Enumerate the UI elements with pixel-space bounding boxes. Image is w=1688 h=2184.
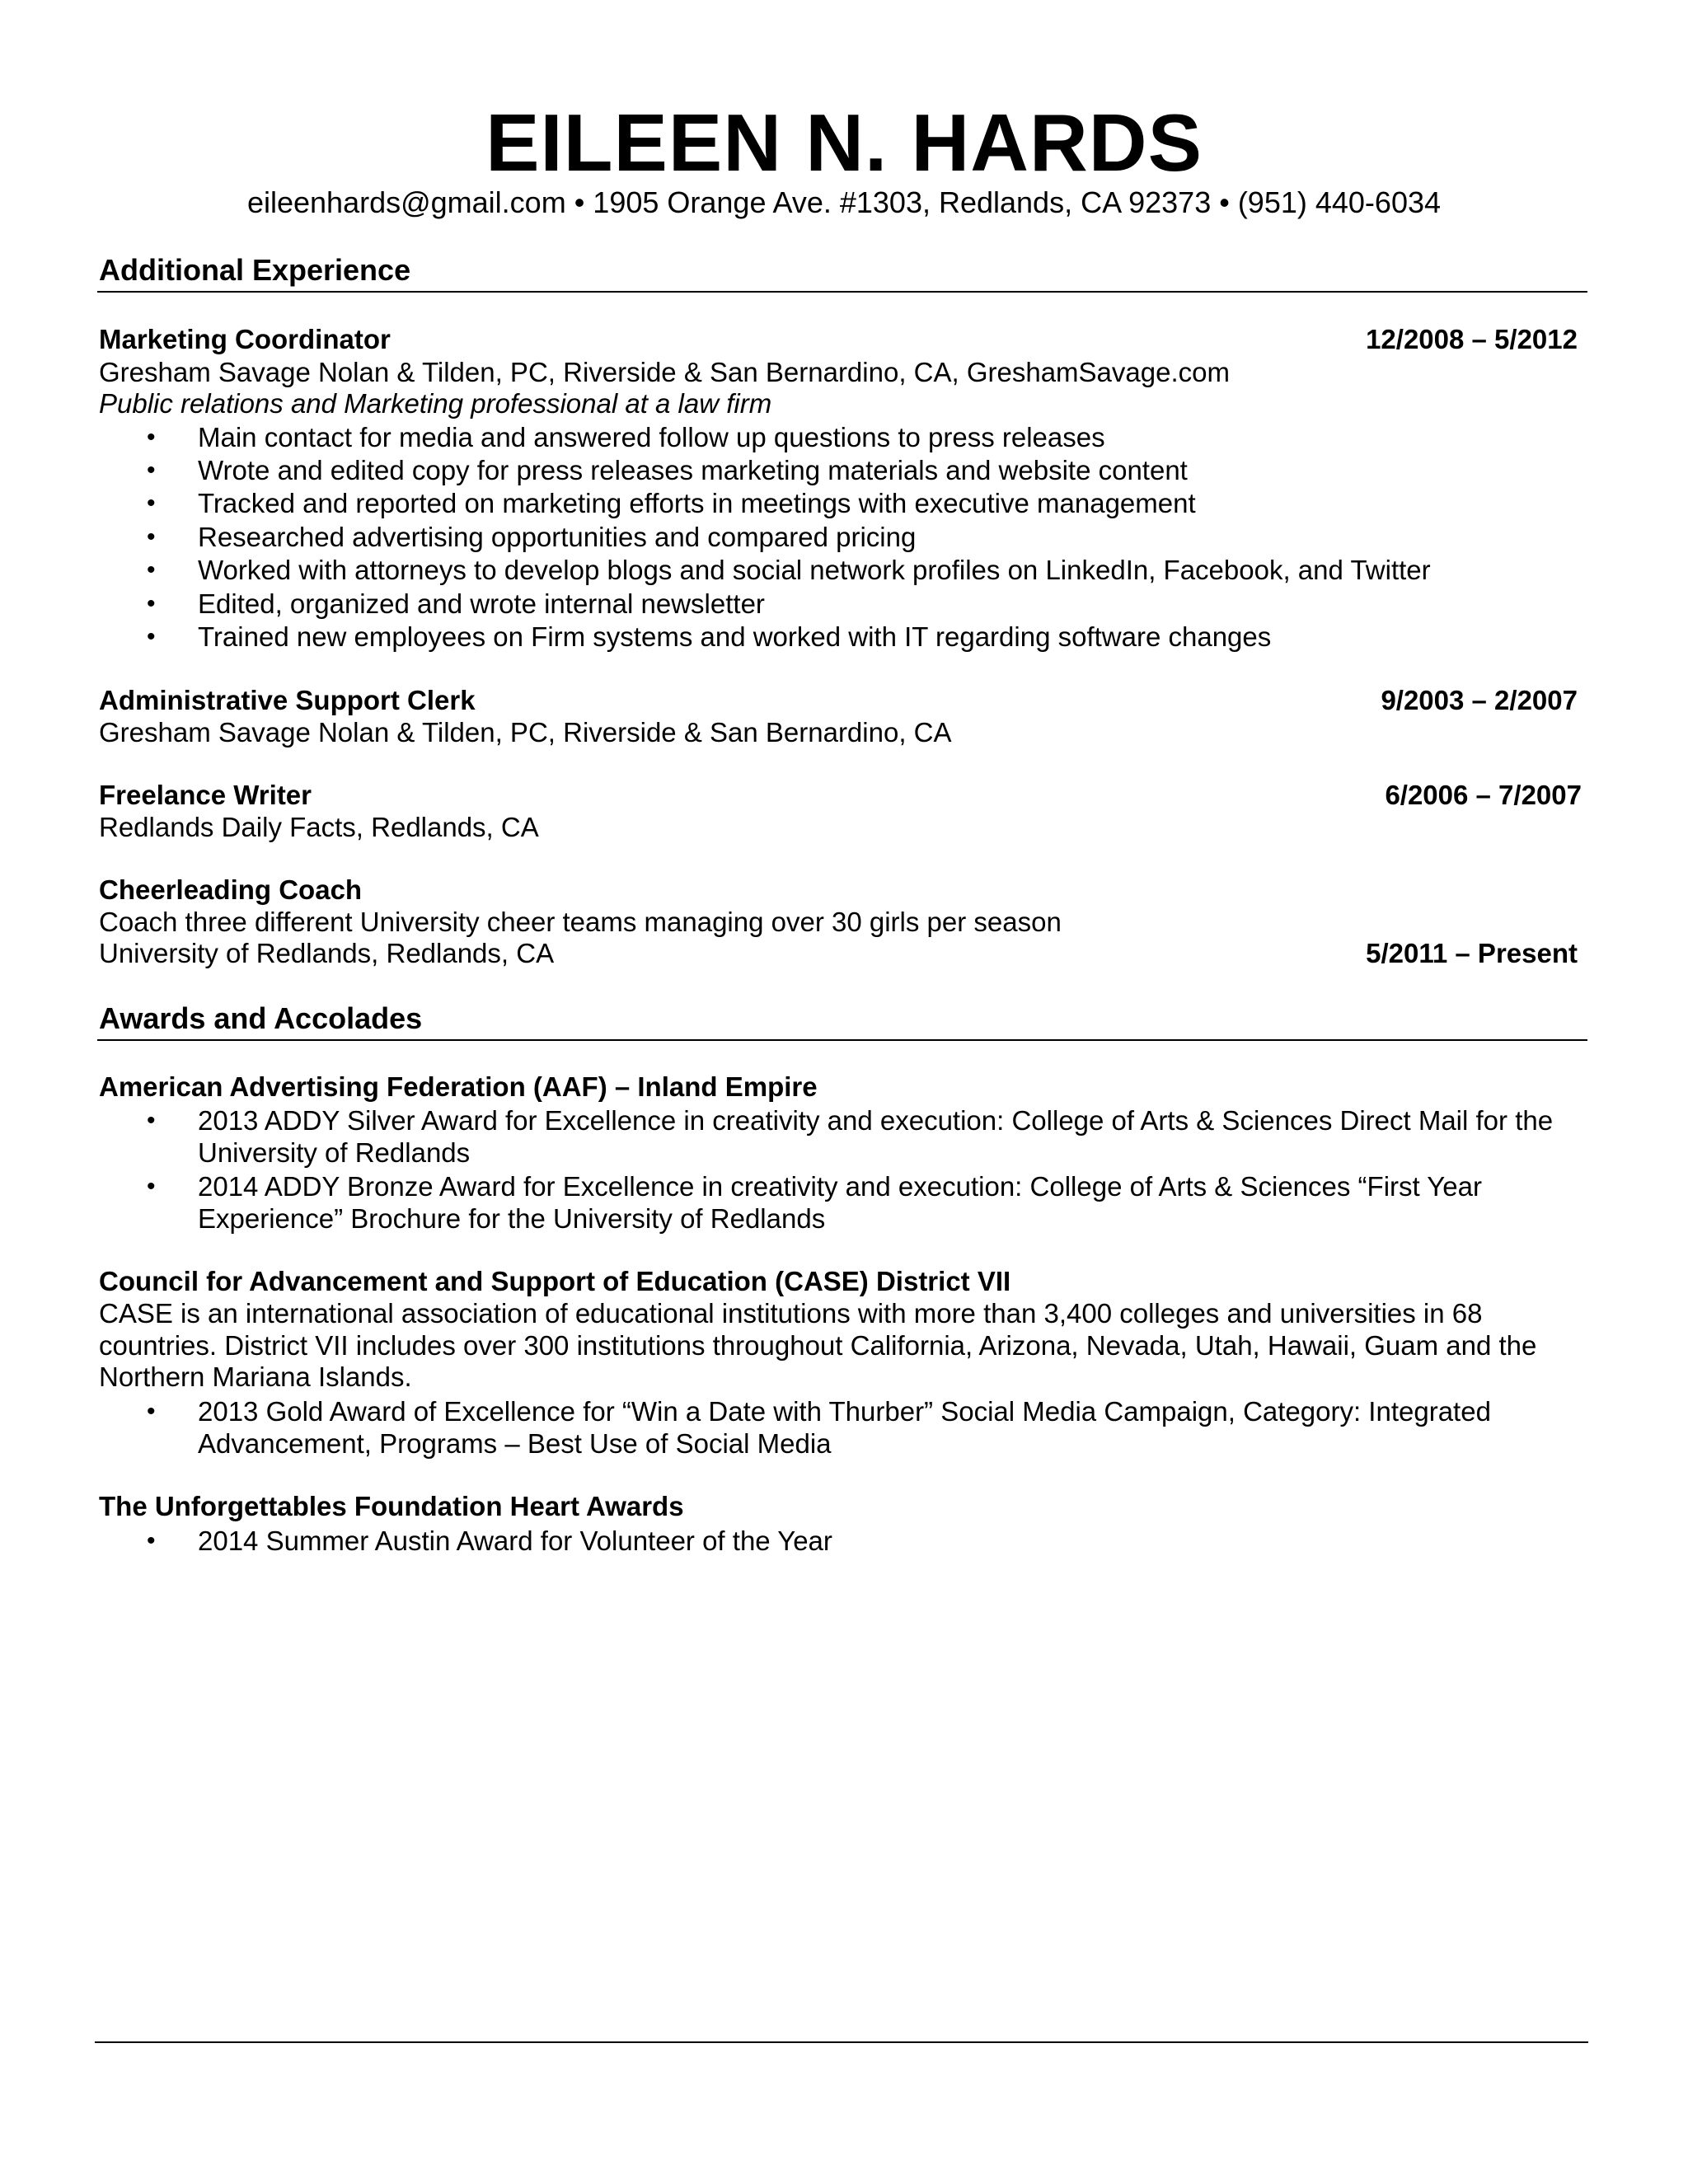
bullet-icon: • [147,424,156,451]
bullet-icon: • [147,1107,156,1134]
bullet-icon: • [147,457,156,484]
list-item: Wrote and edited copy for press releases marketing materials and website content [198,455,1188,485]
job-dates: 9/2003 – 2/2007 [1381,685,1578,715]
contact-line: eileenhards@gmail.com • 1905 Orange Ave. #1303, Redlands, CA 92373 • (951) 440-6034 [246,185,1442,219]
list-item-continuation: Advancement, Programs – Best Use of Social Media [198,1428,832,1459]
job-title: Administrative Support Clerk [99,685,476,715]
footer-divider [95,2041,1588,2043]
candidate-name: EILEEN N. HARDS [485,97,1203,188]
bullet-icon: • [147,1398,156,1425]
list-item: Edited, organized and wrote internal newsletter [198,588,765,619]
bullet-icon: • [147,523,156,551]
award-organization: Council for Advancement and Support of Education (CASE) District VII [99,1266,1011,1296]
list-item: 2013 Gold Award of Excellence for “Win a Date with Thurber” Social Media Campaign, Category: Integrated [198,1396,1491,1427]
bullet-icon: • [147,1173,156,1200]
bullet-icon: • [147,1527,156,1554]
job-organization: Redlands Daily Facts, Redlands, CA [99,812,539,842]
list-item: Trained new employees on Firm systems and worked with IT regarding software changes [198,621,1272,652]
job-summary: Coach three different University cheer teams managing over 30 girls per season [99,907,1062,937]
list-item: Tracked and reported on marketing efforts in meetings with executive management [198,488,1196,518]
bullet-icon: • [147,590,156,617]
award-description: CASE is an international association of educational institutions with more than 3,400 colleges and universities in 68 [99,1298,1483,1329]
job-dates: 12/2008 – 5/2012 [1366,324,1578,354]
job-title: Freelance Writer [99,780,312,810]
award-description: Northern Mariana Islands. [99,1361,412,1392]
list-item: Worked with attorneys to develop blogs and social network profiles on LinkedIn, Facebook, and Twitter [198,555,1431,585]
job-title: Cheerleading Coach [99,874,363,905]
job-organization: Gresham Savage Nolan & Tilden, PC, Riverside & San Bernardino, CA, GreshamSavage.com [99,357,1230,387]
bullet-icon: • [147,556,156,583]
list-item-continuation: Experience” Brochure for the University of Redlands [198,1203,826,1234]
list-item: 2013 ADDY Silver Award for Excellence in creativity and execution: College of Arts & Sciences Direct Mail for the [198,1105,1554,1136]
list-item: Researched advertising opportunities and compared pricing [198,522,917,552]
list-item: 2014 ADDY Bronze Award for Excellence in creativity and execution: College of Arts & Sciences “First Year [198,1171,1482,1202]
award-organization: The Unforgettables Foundation Heart Awards [99,1491,684,1521]
job-summary: Public relations and Marketing professional at a law firm [99,388,772,419]
section-title-awards: Awards and Accolades [99,1001,423,1035]
job-organization: Gresham Savage Nolan & Tilden, PC, Riverside & San Bernardino, CA [99,717,952,748]
job-dates: 6/2006 – 7/2007 [1385,780,1582,810]
bullet-icon: • [147,623,156,650]
job-organization: University of Redlands, Redlands, CA [99,938,555,968]
list-item-continuation: University of Redlands [198,1137,471,1168]
section-divider [97,291,1587,293]
award-description: countries. District VII includes over 300 institutions throughout California, Arizona, Nevada, Utah, Hawaii, Guam and the [99,1330,1537,1361]
bullet-icon: • [147,490,156,517]
section-divider [97,1039,1587,1041]
section-title-experience: Additional Experience [99,253,411,287]
job-title: Marketing Coordinator [99,324,391,354]
job-dates: 5/2011 – Present [1366,938,1578,968]
list-item: 2014 Summer Austin Award for Volunteer of the Year [198,1526,832,1556]
list-item: Main contact for media and answered follow up questions to press releases [198,422,1105,452]
award-organization: American Advertising Federation (AAF) – Inland Empire [99,1071,818,1102]
